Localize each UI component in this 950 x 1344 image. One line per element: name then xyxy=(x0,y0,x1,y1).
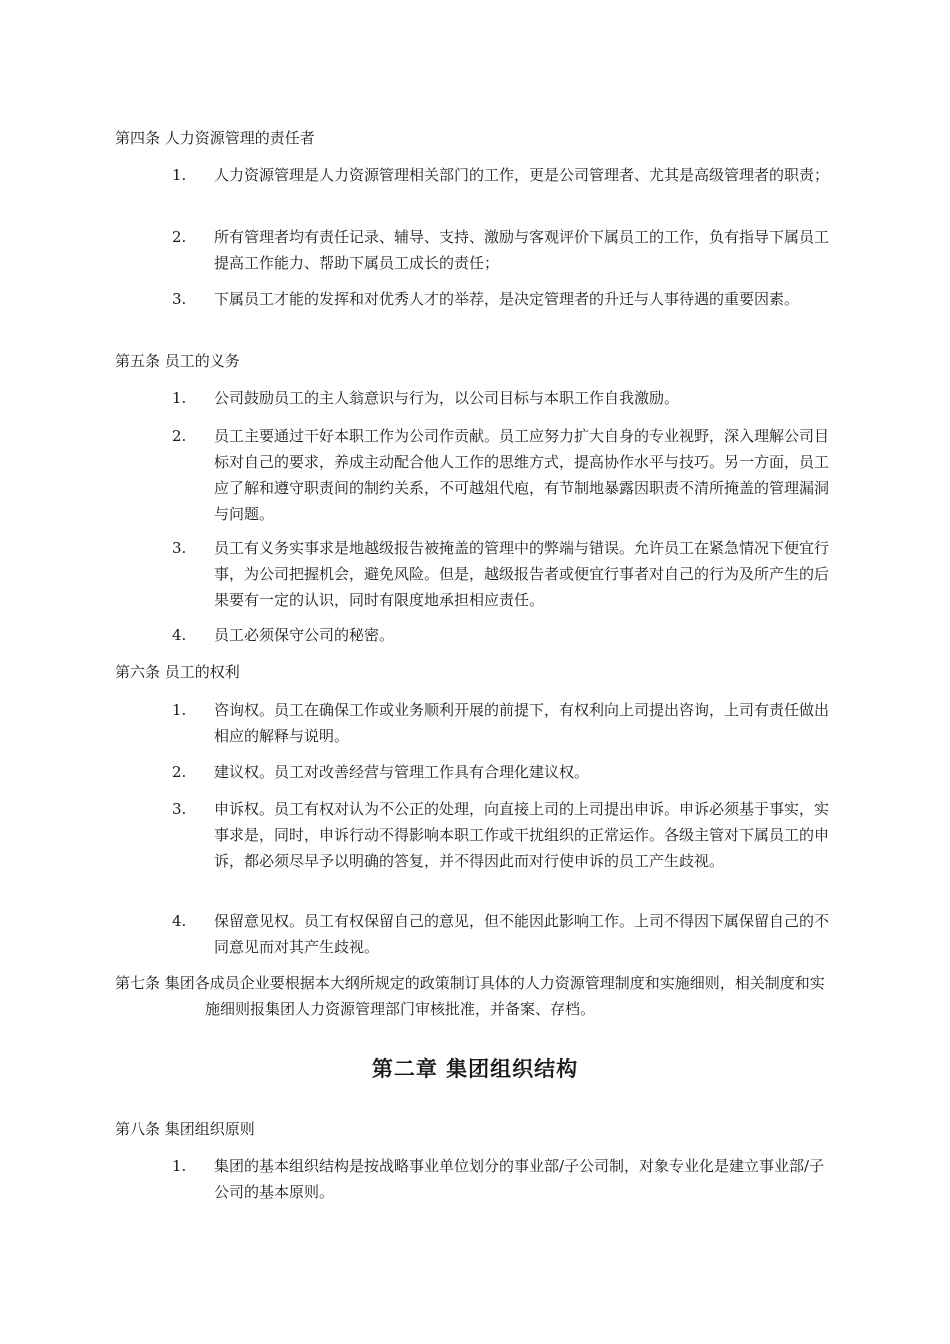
article-4-heading: 第四条 人力资源管理的责任者 xyxy=(115,129,315,147)
article-7-paragraph: 第七条 集团各成员企业要根据本大纲所规定的政策制订具体的人力资源管理制度和实施细则，相关制度和实施细则报集团人力资源管理部门审核批准，并备案、存档。 xyxy=(115,974,825,1018)
article-4-item-2-number: 2. xyxy=(172,228,187,246)
article-8-heading: 第八条 集团组织原则 xyxy=(115,1120,255,1138)
article-4-item-2-text: 所有管理者均有责任记录、辅导、支持、激励与客观评价下属员工的工作，负有指导下属员工提高工作能力、帮助下属员工成长的责任； xyxy=(214,228,830,272)
article-5-item-4-number: 4. xyxy=(172,626,187,644)
article-5-item-4-text: 员工必须保守公司的秘密。 xyxy=(214,626,395,644)
article-5-item-1-number: 1. xyxy=(172,389,187,407)
article-5-heading: 第五条 员工的义务 xyxy=(115,352,240,370)
article-6-heading: 第六条 员工的权利 xyxy=(115,663,240,681)
article-5-item-3-number: 3. xyxy=(172,539,187,557)
article-6-item-1-text: 咨询权。员工在确保工作或业务顺利开展的前提下，有权利向上司提出咨询，上司有责任做出相应的解释与说明。 xyxy=(214,701,830,745)
article-6-item-2-text: 建议权。员工对改善经营与管理工作具有合理化建议权。 xyxy=(214,763,590,781)
article-6-item-3-text: 申诉权。员工有权对认为不公正的处理，向直接上司的上司提出申诉。申诉必须基于事实，实事求是，同时，申诉行动不得影响本职工作或干扰组织的正常运作。各级主管对下属员工的申诉，都必须尽早予以明确的答复，并不得因此而对行使申诉的员工产生歧视。 xyxy=(214,800,830,870)
article-6-item-3-number: 3. xyxy=(172,800,187,818)
article-5-item-1-text: 公司鼓励员工的主人翁意识与行为，以公司目标与本职工作自我激励。 xyxy=(214,389,680,407)
article-5-item-2-number: 2. xyxy=(172,427,187,445)
article-6-item-4-text: 保留意见权。员工有权保留自己的意见，但不能因此影响工作。上司不得因下属保留自己的不同意见而对其产生歧视。 xyxy=(214,912,830,956)
article-5-item-3-text: 员工有义务实事求是地越级报告被掩盖的管理中的弊端与错误。允许员工在紧急情况下便宜行事，为公司把握机会，避免风险。但是，越级报告者或便宜行事者对自己的行为及所产生的后果要有一定的认识，同时有限度地承担相应责任。 xyxy=(214,539,830,609)
article-4-item-1-number: 1. xyxy=(172,166,187,184)
article-5-item-2-text: 员工主要通过干好本职工作为公司作贡献。员工应努力扩大自身的专业视野，深入理解公司目标对自己的要求，养成主动配合他人工作的思维方式，提高协作水平与技巧。另一方面，员工应了解和遵守职责间的制约关系，不可越俎代庖，有节制地暴露因职责不清所掩盖的管理漏洞与问题。 xyxy=(214,427,830,523)
article-8-item-1-text: 集团的基本组织结构是按战略事业单位划分的事业部/子公司制，对象专业化是建立事业部/子公司的基本原则。 xyxy=(214,1157,825,1201)
article-6-item-2-number: 2. xyxy=(172,763,187,781)
article-4-item-3-number: 3. xyxy=(172,290,187,308)
article-8-item-1-number: 1. xyxy=(172,1157,187,1175)
article-4-item-1-text: 人力资源管理是人力资源管理相关部门的工作，更是公司管理者、尤其是高级管理者的职责； xyxy=(214,166,830,184)
article-6-item-1-number: 1. xyxy=(172,701,187,719)
chapter-title: 第二章 集团组织结构 xyxy=(371,1056,579,1081)
article-4-item-3-text: 下属员工才能的发挥和对优秀人才的举荐，是决定管理者的升迁与人事待遇的重要因素。 xyxy=(214,290,800,308)
article-6-item-4-number: 4. xyxy=(172,912,187,930)
